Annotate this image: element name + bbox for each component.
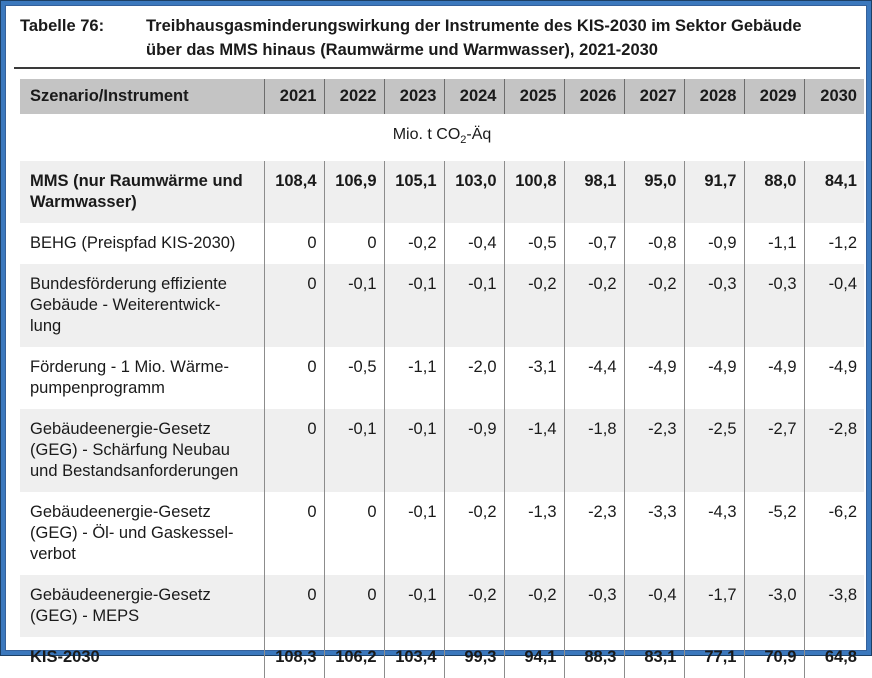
row-value: 0: [264, 347, 324, 409]
header-year-2027: 2027: [624, 79, 684, 114]
table-row: [20, 575, 864, 637]
row-label: [20, 161, 264, 223]
row-value: -0,1: [384, 409, 444, 492]
row-value: 103,4: [384, 637, 444, 678]
ghg-mitigation-table: [20, 79, 864, 678]
row-label: [20, 575, 264, 637]
row-value: -3,0: [744, 575, 804, 637]
row-value: -0,5: [504, 223, 564, 264]
row-value: 88,3: [564, 637, 624, 678]
header-year-2030: 2030: [804, 79, 864, 114]
row-value: -0,4: [624, 575, 684, 637]
row-value: 77,1: [684, 637, 744, 678]
row-value: 84,1: [804, 161, 864, 223]
row-value: 0: [264, 264, 324, 347]
units-subscript: 2: [460, 134, 467, 147]
row-value: -0,1: [384, 492, 444, 575]
row-label-line: Förderung - 1 Mio. Wärme-: [30, 358, 229, 377]
row-label-line: pumpenprogramm: [30, 379, 165, 398]
row-value: -1,4: [504, 409, 564, 492]
row-value: -0,2: [444, 492, 504, 575]
row-value: 0: [264, 223, 324, 264]
header-year-2025: 2025: [504, 79, 564, 114]
row-value: -0,5: [324, 347, 384, 409]
table-caption-line-1: Treibhausgasminderungswirkung der Instrumente des KIS-2030 im Sektor Gebäude: [146, 17, 802, 35]
row-label-line: BEHG (Preispfad KIS-2030): [30, 234, 236, 253]
header-year-2028: 2028: [684, 79, 744, 114]
row-value: -0,2: [564, 264, 624, 347]
row-label-line: (GEG) - MEPS: [30, 607, 140, 626]
table-caption-text: [146, 14, 860, 62]
row-value: 98,1: [564, 161, 624, 223]
row-value: -0,3: [684, 264, 744, 347]
header-year-2029: 2029: [744, 79, 804, 114]
table-row: [20, 347, 864, 409]
table-row: [20, 492, 864, 575]
table-caption-line-2: über das MMS hinaus (Raumwärme und Warmwasser), 2021-2030: [146, 41, 658, 59]
row-label: [20, 264, 264, 347]
row-label: [20, 223, 264, 264]
row-value: 108,3: [264, 637, 324, 678]
row-label: [20, 492, 264, 575]
row-label-line: Bundesförderung effiziente: [30, 275, 227, 294]
row-value: 99,3: [444, 637, 504, 678]
row-value: 83,1: [624, 637, 684, 678]
header-scenario-instrument: Szenario/Instrument: [20, 79, 264, 114]
table-row: [20, 637, 864, 678]
row-label-line: Warmwasser): [30, 193, 137, 212]
row-value: -0,9: [444, 409, 504, 492]
row-label-line: Gebäudeenergie-Gesetz: [30, 503, 211, 522]
row-value: 100,8: [504, 161, 564, 223]
table-caption-number: Tabelle 76:: [20, 17, 105, 35]
row-value: -0,2: [504, 575, 564, 637]
row-value: -2,7: [744, 409, 804, 492]
row-label-line: und Bestandsanforderungen: [30, 462, 239, 481]
row-value: 0: [324, 492, 384, 575]
row-value: -4,9: [804, 347, 864, 409]
row-value: 0: [264, 575, 324, 637]
row-value: -0,2: [504, 264, 564, 347]
row-value: -4,3: [684, 492, 744, 575]
row-value: -2,0: [444, 347, 504, 409]
row-value: 0: [264, 409, 324, 492]
table-row: [20, 409, 864, 492]
row-value: -1,1: [744, 223, 804, 264]
row-value: -2,3: [624, 409, 684, 492]
row-label-line: KIS-2030: [30, 648, 100, 667]
row-value: 0: [324, 223, 384, 264]
row-value: -1,2: [804, 223, 864, 264]
caption-divider: [14, 67, 860, 69]
row-label: [20, 409, 264, 492]
row-value: -4,4: [564, 347, 624, 409]
row-label-line: (GEG) - Schärfung Neubau: [30, 441, 230, 460]
row-value: -0,2: [444, 575, 504, 637]
table-header-row: [20, 79, 864, 114]
row-value: -2,5: [684, 409, 744, 492]
table-caption: [14, 14, 860, 62]
row-value: 105,1: [384, 161, 444, 223]
row-value: -0,1: [384, 575, 444, 637]
row-value: -0,3: [744, 264, 804, 347]
units-label: [20, 114, 864, 161]
row-value: 0: [324, 575, 384, 637]
row-value: -0,8: [624, 223, 684, 264]
row-value: 103,0: [444, 161, 504, 223]
row-value: -4,9: [744, 347, 804, 409]
row-value: 88,0: [744, 161, 804, 223]
row-value: 108,4: [264, 161, 324, 223]
row-value: -1,8: [564, 409, 624, 492]
table-row: [20, 264, 864, 347]
units-prefix: Mio. t CO: [392, 126, 461, 143]
row-value: 91,7: [684, 161, 744, 223]
units-suffix: -Äq: [466, 126, 492, 143]
row-label-line: Gebäude - Weiterentwick-: [30, 296, 221, 315]
row-value: 106,9: [324, 161, 384, 223]
header-year-2022: 2022: [324, 79, 384, 114]
row-value: -2,8: [804, 409, 864, 492]
row-value: -0,4: [444, 223, 504, 264]
row-value: -6,2: [804, 492, 864, 575]
units-row: [20, 114, 864, 161]
table-body: [20, 114, 864, 678]
row-value: -1,1: [384, 347, 444, 409]
row-label-line: Gebäudeenergie-Gesetz: [30, 420, 211, 439]
header-year-2023: 2023: [384, 79, 444, 114]
header-year-2021: 2021: [264, 79, 324, 114]
header-year-2024: 2024: [444, 79, 504, 114]
row-label: [20, 347, 264, 409]
row-label-line: lung: [30, 317, 62, 336]
row-value: -0,1: [384, 264, 444, 347]
row-value: 70,9: [744, 637, 804, 678]
row-value: 95,0: [624, 161, 684, 223]
row-value: -0,1: [324, 409, 384, 492]
row-value: -4,9: [624, 347, 684, 409]
row-value: -0,9: [684, 223, 744, 264]
document-page: [5, 5, 867, 667]
row-value: -0,7: [564, 223, 624, 264]
row-value: -3,8: [804, 575, 864, 637]
row-value: -0,3: [564, 575, 624, 637]
row-value: -3,1: [504, 347, 564, 409]
table-row: [20, 223, 864, 264]
row-value: 94,1: [504, 637, 564, 678]
row-value: -0,1: [324, 264, 384, 347]
table-row: [20, 161, 864, 223]
row-label-line: Gebäudeenergie-Gesetz: [30, 586, 211, 605]
row-value: 106,2: [324, 637, 384, 678]
row-value: -1,3: [504, 492, 564, 575]
row-label-line: (GEG) - Öl- und Gaskessel-: [30, 524, 234, 543]
row-value: -0,2: [624, 264, 684, 347]
row-value: -0,4: [804, 264, 864, 347]
row-value: -0,2: [384, 223, 444, 264]
screenshot-frame-inner: [1, 1, 871, 667]
row-value: -2,3: [564, 492, 624, 575]
row-value: 64,8: [804, 637, 864, 678]
row-label-line: verbot: [30, 545, 76, 564]
row-value: 0: [264, 492, 324, 575]
row-value: -4,9: [684, 347, 744, 409]
row-value: -5,2: [744, 492, 804, 575]
row-label: [20, 637, 264, 678]
row-value: -1,7: [684, 575, 744, 637]
header-year-2026: 2026: [564, 79, 624, 114]
row-label-line: MMS (nur Raumwärme und: [30, 172, 243, 191]
row-value: -0,1: [444, 264, 504, 347]
row-value: -3,3: [624, 492, 684, 575]
